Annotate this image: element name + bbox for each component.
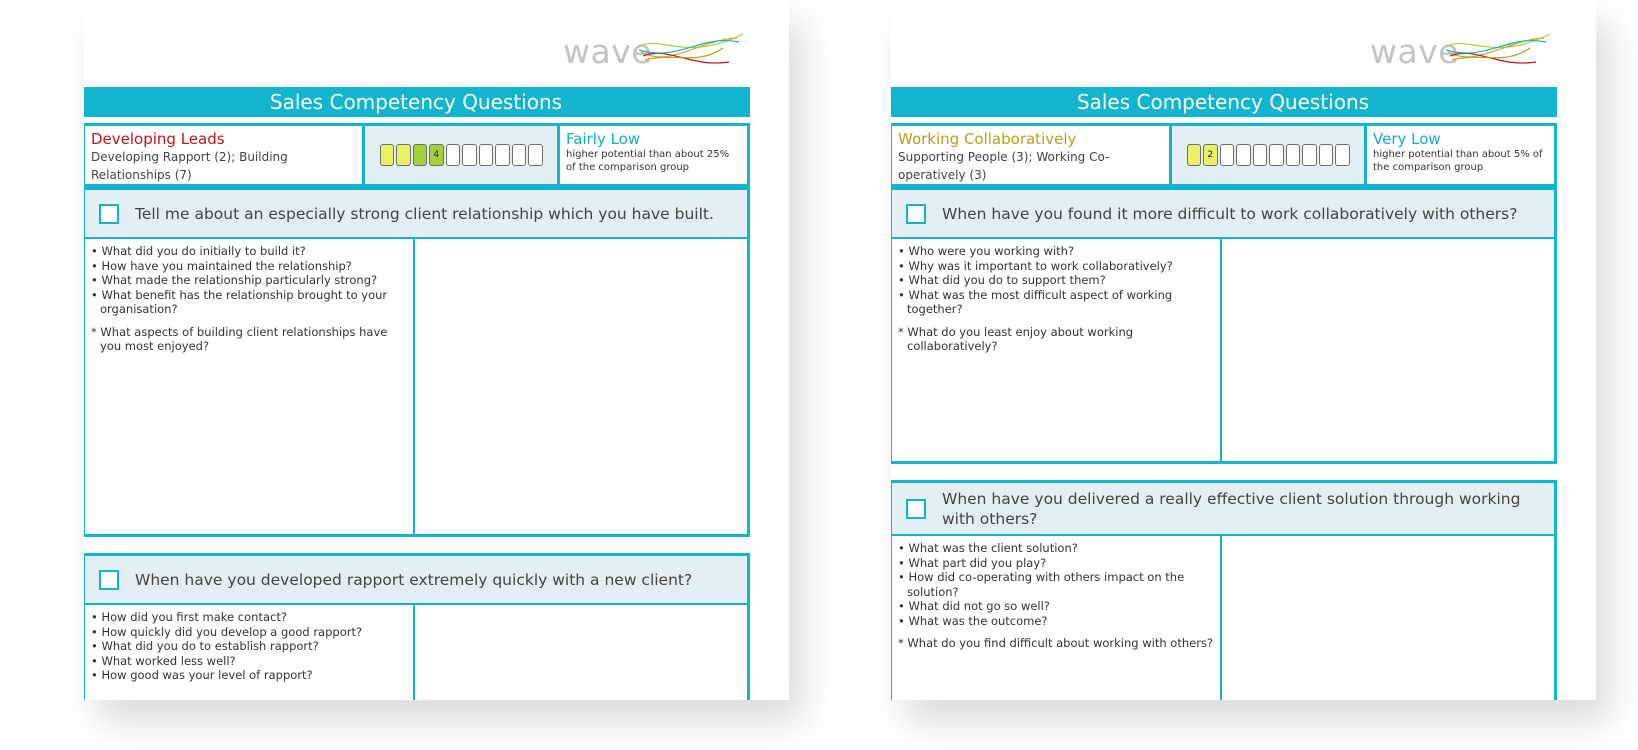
sten-box: [1187, 144, 1202, 166]
wave-swoosh-icon: [639, 32, 743, 72]
sten-box: [495, 144, 510, 166]
probe-item: • What benefit has the relationship brought to your organisation?: [91, 288, 407, 317]
extra-probe: * What do you find difficult about working with others?: [892, 636, 1220, 651]
competency-name: Developing Leads: [91, 130, 225, 148]
question-box: [891, 480, 1557, 700]
probe-item: • How quickly did you develop a good rapport?: [91, 625, 407, 640]
sten-box: [528, 144, 543, 166]
sten-box: [1302, 144, 1317, 166]
sten-box: [1286, 144, 1301, 166]
probe-list: [85, 239, 413, 317]
extra-probe: * What do you least enjoy about working collaboratively?: [892, 325, 1220, 354]
question-header: [85, 556, 747, 605]
probe-list: [892, 536, 1220, 628]
question-checkbox[interactable]: [99, 570, 119, 590]
probe-column: [892, 536, 1222, 700]
question-box: [891, 187, 1557, 464]
extra-probe: * What aspects of building client relationships have you most enjoyed?: [85, 325, 413, 354]
level-cell: [1367, 126, 1554, 184]
probe-list: [85, 605, 413, 683]
probe-item: • What was the client solution?: [898, 541, 1214, 556]
level-cell: [560, 126, 747, 184]
sten-box-score: 4: [429, 144, 444, 166]
probe-item: • What was the most difficult aspect of working together?: [898, 288, 1214, 317]
sten-box: [1269, 144, 1284, 166]
question-text: When have you found it more difficult to work collaboratively with others?: [942, 205, 1518, 223]
document-page-1: [84, 0, 789, 700]
probe-item: • How good was your level of rapport?: [91, 668, 407, 683]
probe-item: • What was the outcome?: [898, 614, 1214, 629]
probe-item: • What made the relationship particularly strong?: [91, 273, 407, 288]
question-box: [84, 553, 750, 700]
sten-box-score: 2: [1203, 144, 1218, 166]
sten-box: [1236, 144, 1251, 166]
probe-list: [892, 239, 1220, 317]
sten-box: [1335, 144, 1350, 166]
probe-item: • What worked less well?: [91, 654, 407, 669]
question-text: When have you delivered a really effective client solution through working with others?: [942, 490, 1521, 528]
sten-box: [396, 144, 411, 166]
level-description: higher potential than about 25% of the comparison group: [566, 149, 730, 173]
sten-box: [1220, 144, 1235, 166]
question-text: Tell me about an especially strong client relationship which you have built.: [135, 205, 714, 223]
probe-item: • What part did you play?: [898, 556, 1214, 571]
probe-item: • Who were you working with?: [898, 244, 1214, 259]
sten-box: [446, 144, 461, 166]
question-header: [892, 483, 1554, 536]
probe-item: • What did you do initially to build it?: [91, 244, 407, 259]
sten-box: [479, 144, 494, 166]
wave-logo: wave: [1370, 32, 1550, 72]
probe-column: [85, 239, 415, 534]
sten-box: [1253, 144, 1268, 166]
question-body: [892, 536, 1554, 700]
level-name: Very Low: [1373, 130, 1441, 148]
probe-item: • How did co-operating with others impact on the solution?: [898, 570, 1214, 599]
level-description: higher potential than about 5% of the comparison group: [1373, 149, 1543, 173]
competency-cell: [85, 126, 365, 184]
sten-box: [462, 144, 477, 166]
probe-item: • What did you do to establish rapport?: [91, 639, 407, 654]
probe-item: • Why was it important to work collaboratively?: [898, 259, 1214, 274]
question-box: [84, 187, 750, 537]
sten-box: [512, 144, 527, 166]
probe-item: • How did you first make contact?: [91, 610, 407, 625]
probe-item: • What did you do to support them?: [898, 273, 1214, 288]
question-header: [892, 190, 1554, 239]
competency-subtitle: Developing Rapport (2); Building Relationships (7): [91, 150, 288, 182]
competency-cell: [892, 126, 1172, 184]
probe-column: [892, 239, 1222, 461]
competency-name: Working Collaboratively: [898, 130, 1077, 148]
question-body: [892, 239, 1554, 461]
wave-logo: wave: [563, 32, 743, 72]
sten-box: [413, 144, 428, 166]
question-checkbox[interactable]: [99, 204, 119, 224]
question-checkbox[interactable]: [906, 204, 926, 224]
sten-box: [1319, 144, 1334, 166]
question-body: [85, 605, 747, 700]
sten-scale: [1172, 126, 1367, 184]
page-title: Sales Competency Questions: [891, 87, 1557, 117]
sten-scale: [365, 126, 560, 184]
question-text: When have you developed rapport extremely quickly with a new client?: [135, 571, 693, 589]
level-name: Fairly Low: [566, 130, 641, 148]
competency-subtitle: Supporting People (3); Working Co-operatively (3): [898, 150, 1110, 182]
probe-item: • How have you maintained the relationship?: [91, 259, 407, 274]
competency-summary: [84, 123, 750, 187]
question-body: [85, 239, 747, 534]
question-header: [85, 190, 747, 239]
probe-item: • What did not go so well?: [898, 599, 1214, 614]
wave-swoosh-icon: [1446, 32, 1550, 72]
document-page-2: [891, 0, 1596, 700]
probe-column: [85, 605, 415, 700]
question-checkbox[interactable]: [906, 499, 926, 519]
page-title: Sales Competency Questions: [84, 87, 750, 117]
sten-box: [380, 144, 395, 166]
competency-summary: [891, 123, 1557, 187]
